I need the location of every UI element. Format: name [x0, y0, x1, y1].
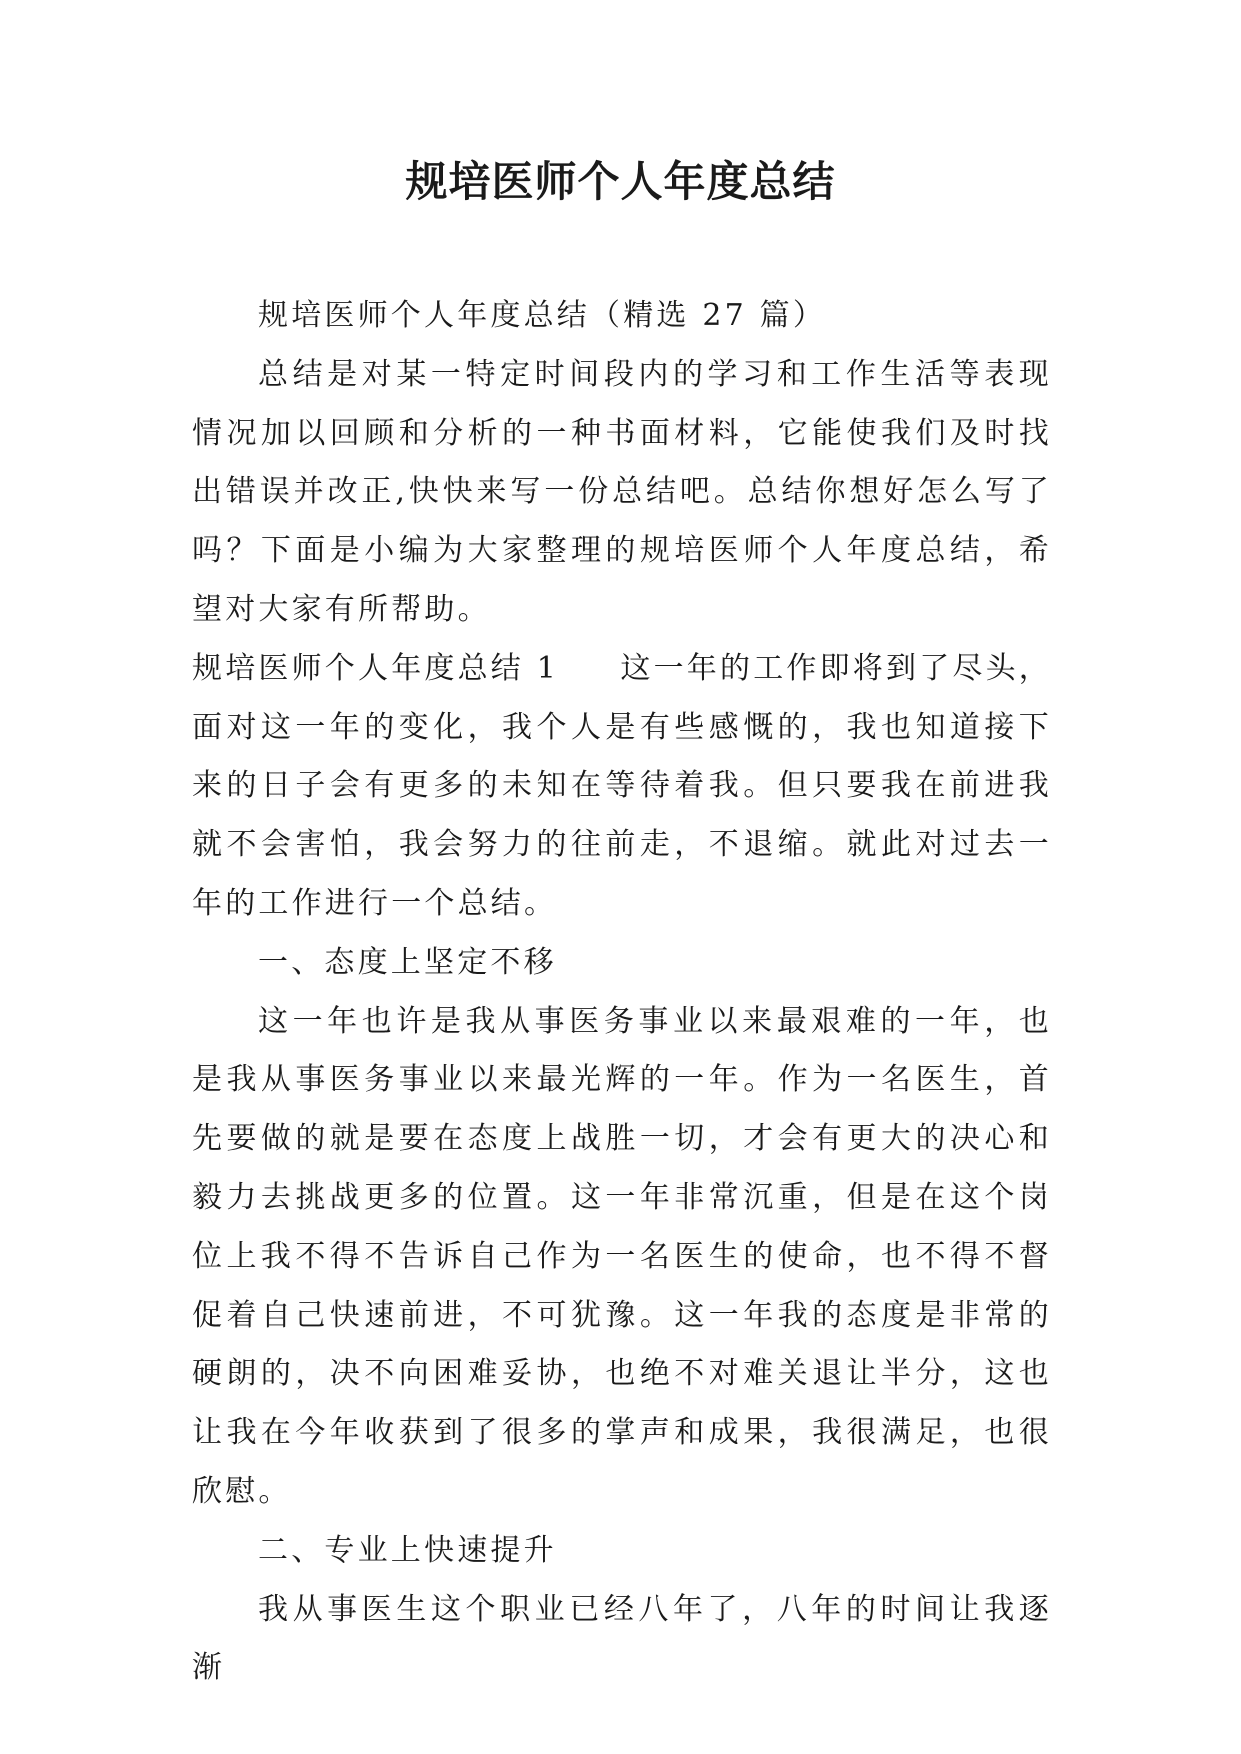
section-body-profession: 我从事医生这个职业已经八年了，八年的时间让我逐渐 — [192, 1591, 1052, 1686]
subtitle-paragraph: 规培医师个人年度总结（精选 27 篇） — [258, 298, 827, 333]
section-heading-profession: 二、专业上快速提升 — [258, 1532, 557, 1568]
section-body-attitude: 这一年也许是我从事医务事业以来最艰难的一年，也是我从事医务事业以来最光辉的一年。作为一名医生，首先要做的就是要在态度上战胜一切，才会有更大的决心和毅力去挑战更多的位置。这一年非常沉重，但是在这个岗位上我不得不告诉自己作为一名医生的使命，也不得不督促着自己快速前进，不可犹豫。这一年我的态度是非常的硬朗的，决不向困难妥协，也绝不对难关退让半分，这也让我在今年收获到了很多的掌声和成果，我很满足，也很欣慰。 — [192, 1003, 1052, 1509]
document-body — [192, 287, 1052, 1698]
section-heading-attitude: 一、态度上坚定不移 — [258, 944, 557, 980]
article-heading: 规培医师个人年度总结 1 — [192, 650, 560, 686]
article-lead-paragraph: 面对这一年的变化，我个人是有些感慨的，我也知道接下来的日子会有更多的未知在等待着我。但只要我在前进我就不会害怕，我会努力的往前走，不退缩。就此对过去一年的工作进行一个总结。 — [192, 709, 1052, 921]
document-title: 规培医师个人年度总结 — [405, 157, 836, 206]
intro-paragraph: 总结是对某一特定时间段内的学习和工作生活等表现情况加以回顾和分析的一种书面材料，它能使我们及时找出错误并改正,快快来写一份总结吧。总结你想好怎么写了吗？下面是小编为大家整理的规培医师个人年度总结，希望对大家有所帮助。 — [192, 356, 1052, 627]
article-heading-row — [192, 640, 1052, 699]
article-lead-first-line: 这一年的工作即将到了尽头， — [620, 650, 1052, 686]
